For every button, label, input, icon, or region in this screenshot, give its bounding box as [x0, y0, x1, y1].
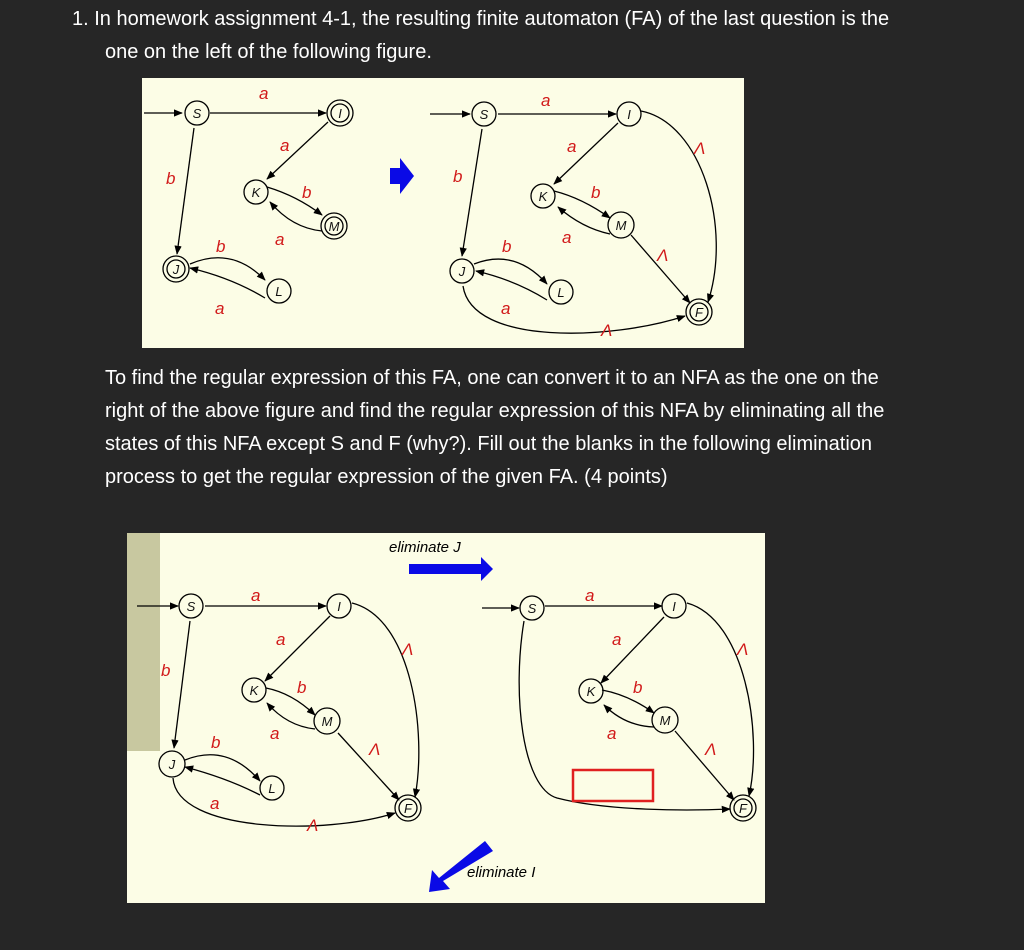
- bl-edge-i-f: [352, 603, 419, 797]
- left-state-m-label: M: [328, 219, 340, 234]
- right-state-s-label: S: [479, 107, 489, 122]
- question-line-2: one on the left of the following figure.: [105, 41, 432, 63]
- left-edge-l-j: [190, 268, 265, 298]
- right-label-j-l: a: [501, 299, 511, 318]
- left-edge-i-k: [267, 122, 328, 179]
- right-edge-i-k: [554, 123, 618, 184]
- right-state-f-label: F: [695, 305, 703, 320]
- right-state-k-label: K: [538, 189, 548, 204]
- right-label-s-i: a: [541, 91, 551, 110]
- br-state-f-label: F: [739, 801, 747, 816]
- right-label-i-f: Λ: [694, 139, 706, 158]
- right-state-j-label: J: [458, 264, 466, 279]
- bottom-figure-svg: [127, 533, 765, 903]
- right-label-m-f: Λ: [657, 246, 669, 265]
- right-label-i-k: a: [567, 137, 577, 156]
- left-label-j-l: a: [215, 299, 225, 318]
- right-edge-k-m: [554, 191, 610, 218]
- bl-edge-l-j: [185, 767, 260, 795]
- left-label-s-j: b: [166, 169, 176, 188]
- left-label-l-j: b: [216, 237, 226, 256]
- br-label-m-f: Λ: [705, 740, 717, 759]
- right-edge-s-j: [462, 129, 482, 256]
- right-edge-j-l: [474, 259, 547, 284]
- right-state-i-label: I: [627, 107, 631, 122]
- left-label-m-k: a: [275, 230, 285, 249]
- right-label-s-j: b: [453, 167, 463, 186]
- bl-label-j-l: a: [210, 794, 220, 813]
- right-label-k-m: b: [591, 183, 601, 202]
- instructions-text: [105, 362, 1005, 494]
- bl-label-k-m: b: [297, 678, 307, 697]
- convert-arrow-icon: [390, 158, 414, 194]
- bl-state-i-label: I: [337, 599, 341, 614]
- br-label-s-i: a: [585, 586, 595, 605]
- eliminate-j-caption: eliminate J: [389, 539, 461, 556]
- question-line-1: 1. In homework assignment 4-1, the resulting finite automaton (FA) of the last question is the: [72, 8, 890, 30]
- bl-state-l-label: L: [268, 781, 276, 796]
- right-edge-l-j: [476, 271, 547, 300]
- bottom-right-nfa: [482, 586, 756, 821]
- right-label-m-k: a: [562, 228, 572, 247]
- bl-edge-i-k: [265, 616, 330, 681]
- right-state-m-label: M: [615, 218, 627, 233]
- br-label-i-k: a: [612, 630, 622, 649]
- bl-edge-s-j: [174, 621, 190, 748]
- instructions-line-1: To find the regular expression of this FA, one can convert it to an NFA as the one on the: [105, 367, 879, 389]
- bl-state-m-label: M: [321, 714, 333, 729]
- left-label-k-m: b: [302, 183, 312, 202]
- left-edge-k-m: [267, 187, 322, 215]
- bl-state-s-label: S: [186, 599, 196, 614]
- br-state-k-label: K: [586, 684, 596, 699]
- instructions-line-2: right of the above figure and find the regular expression of this NFA by eliminating all the: [105, 400, 885, 422]
- bl-label-s-j: b: [161, 661, 171, 680]
- left-edge-m-k: [270, 202, 322, 231]
- eliminate-j-arrow-icon: [409, 557, 493, 581]
- top-figure: [142, 78, 744, 348]
- left-edge-j-l: [190, 258, 265, 280]
- answer-blank-box[interactable]: [573, 770, 653, 801]
- left-fa: [144, 84, 353, 318]
- left-state-j-label: J: [172, 262, 180, 277]
- br-edge-i-f: [687, 603, 754, 796]
- bl-state-j-label: J: [168, 757, 176, 772]
- left-label-s-i: a: [259, 84, 269, 103]
- bottom-figure: [127, 533, 765, 903]
- br-edge-i-k: [601, 617, 664, 683]
- left-state-i-label: I: [338, 106, 342, 121]
- br-state-s-label: S: [527, 601, 537, 616]
- br-label-k-m: b: [633, 678, 643, 697]
- instructions-line-3: states of this NFA except S and F (why?). Fill out the blanks in the following elimination: [105, 433, 873, 455]
- bl-state-f-label: F: [404, 801, 412, 816]
- left-state-k-label: K: [251, 185, 261, 200]
- bl-label-j-f: Λ: [307, 816, 319, 835]
- bl-edge-k-m: [266, 688, 315, 715]
- left-state-l-label: L: [275, 284, 283, 299]
- right-label-j-f: Λ: [601, 321, 613, 340]
- br-label-m-k: a: [607, 724, 617, 743]
- br-label-i-f: Λ: [737, 640, 749, 659]
- br-state-i-label: I: [672, 599, 676, 614]
- bl-label-m-k: a: [270, 724, 280, 743]
- left-label-i-k: a: [280, 136, 290, 155]
- figure-side-tab: [127, 533, 160, 751]
- right-edge-j-f: [463, 286, 685, 333]
- question-text: [72, 3, 1002, 69]
- bl-label-l-j: b: [211, 733, 221, 752]
- bl-state-k-label: K: [249, 683, 259, 698]
- bl-label-s-i: a: [251, 586, 261, 605]
- bottom-left-nfa: [137, 586, 421, 835]
- right-nfa: [430, 91, 716, 340]
- bl-label-m-f: Λ: [369, 740, 381, 759]
- instructions-line-4: process to get the regular expression of the given FA. (4 points): [105, 466, 668, 488]
- left-state-s-label: S: [192, 106, 202, 121]
- left-edge-s-j: [177, 128, 194, 254]
- top-figure-svg: [142, 78, 744, 348]
- bl-label-i-k: a: [276, 630, 286, 649]
- br-edge-s-f: [519, 621, 730, 810]
- right-state-l-label: L: [557, 285, 565, 300]
- bl-edge-j-l: [185, 755, 260, 781]
- right-label-l-j: b: [502, 237, 512, 256]
- bl-label-i-f: Λ: [402, 640, 414, 659]
- eliminate-i-caption: eliminate I: [467, 864, 536, 881]
- br-state-m-label: M: [659, 713, 671, 728]
